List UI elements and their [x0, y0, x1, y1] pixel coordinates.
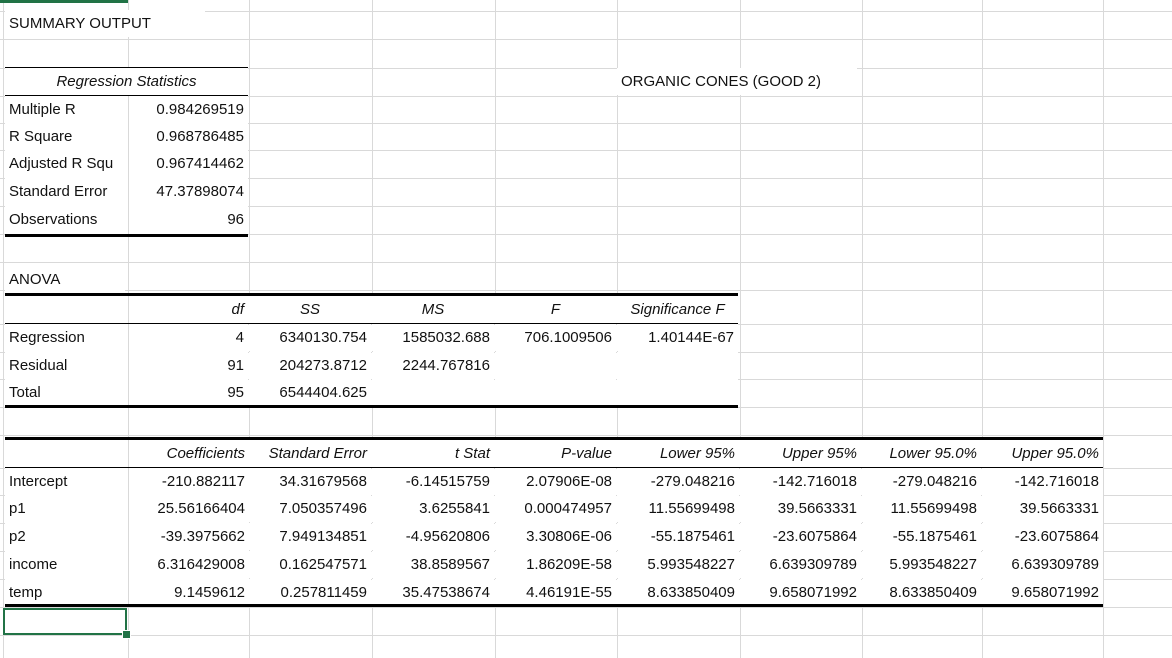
coefficients-cell[interactable]: -142.716018 [740, 468, 861, 495]
coefficients-cell[interactable]: 11.55699498 [862, 495, 981, 522]
row-gridline [0, 290, 1172, 291]
coefficients-column-header[interactable]: P-value [495, 440, 616, 467]
coefficients-cell[interactable]: 4.46191E-55 [495, 579, 616, 606]
coefficients-cell[interactable]: 9.658071992 [982, 579, 1103, 606]
coefficients-cell[interactable]: 1.86209E-58 [495, 551, 616, 578]
fill-handle[interactable] [122, 630, 131, 639]
row-gridline [0, 607, 1172, 608]
anova-cell[interactable]: 1.40144E-67 [617, 324, 738, 351]
coefficients-cell[interactable]: 7.050357496 [249, 495, 371, 522]
column-gridline [1103, 0, 1104, 658]
anova-column-header[interactable]: F [495, 296, 616, 323]
coefficients-cell[interactable]: -279.048216 [862, 468, 981, 495]
coefficients-cell[interactable]: 3.6255841 [372, 495, 494, 522]
anova-cell[interactable]: 95 [129, 379, 248, 406]
anova-row-label[interactable]: Total [5, 379, 128, 406]
regression-stat-value[interactable]: 0.968786485 [129, 123, 248, 150]
regression-stats-bottom-rule [5, 234, 248, 237]
coefficients-cell[interactable]: 9.658071992 [740, 579, 861, 606]
coefficients-cell[interactable]: -142.716018 [982, 468, 1103, 495]
coefficients-cell[interactable]: -23.6075864 [982, 523, 1103, 550]
coefficients-column-header[interactable]: Coefficients [129, 440, 249, 467]
coefficients-cell[interactable]: 7.949134851 [249, 523, 371, 550]
coefficients-cell[interactable]: -6.14515759 [372, 468, 494, 495]
anova-cell[interactable] [495, 379, 616, 406]
anova-header-rule [5, 323, 738, 324]
row-gridline [0, 435, 1172, 436]
anova-column-header[interactable]: df [129, 296, 248, 323]
coefficients-cell[interactable]: -279.048216 [617, 468, 739, 495]
anova-cell[interactable]: 204273.8712 [249, 352, 371, 379]
coefficients-cell[interactable]: 0.000474957 [495, 495, 616, 522]
anova-cell[interactable]: 6544404.625 [249, 379, 371, 406]
coefficients-row-label[interactable]: p2 [5, 523, 128, 550]
anova-cell[interactable]: 6340130.754 [249, 324, 371, 351]
coefficients-column-header[interactable]: Lower 95% [617, 440, 739, 467]
anova-cell[interactable]: 91 [129, 352, 248, 379]
coefficients-cell[interactable]: 8.633850409 [862, 579, 981, 606]
coefficients-cell[interactable]: 2.07906E-08 [495, 468, 616, 495]
coefficients-row-label[interactable]: income [5, 551, 128, 578]
coefficients-cell[interactable]: 8.633850409 [617, 579, 739, 606]
anova-cell[interactable]: 706.1009506 [495, 324, 616, 351]
regression-stat-value[interactable]: 0.984269519 [129, 96, 248, 123]
coefficients-cell[interactable]: 39.5663331 [740, 495, 861, 522]
row-gridline [0, 635, 1172, 636]
coefficients-row-label[interactable]: Intercept [5, 468, 128, 495]
regression-stat-label[interactable]: R Square [5, 123, 128, 150]
coefficients-column-header[interactable]: t Stat [372, 440, 494, 467]
coefficients-header-rule [5, 467, 1103, 468]
row-gridline [0, 39, 1172, 40]
coefficients-cell[interactable]: 35.47538674 [372, 579, 494, 606]
anova-column-header[interactable]: SS [249, 296, 371, 323]
coefficients-cell[interactable]: -4.95620806 [372, 523, 494, 550]
coefficients-cell[interactable]: 11.55699498 [617, 495, 739, 522]
coefficients-cell[interactable]: -39.3975662 [129, 523, 249, 550]
coefficients-cell[interactable]: -55.1875461 [617, 523, 739, 550]
coefficients-cell[interactable]: 6.639309789 [740, 551, 861, 578]
regression-stat-value[interactable]: 96 [129, 206, 248, 233]
regression-stat-label[interactable]: Standard Error [5, 178, 128, 205]
row-gridline [0, 262, 1172, 263]
coefficients-cell[interactable]: 5.993548227 [862, 551, 981, 578]
summary-output-title[interactable]: SUMMARY OUTPUT [5, 10, 205, 37]
anova-row-label[interactable]: Residual [5, 352, 128, 379]
selected-cell[interactable] [3, 608, 127, 635]
regression-stat-label[interactable]: Multiple R [5, 96, 128, 123]
coefficients-cell[interactable]: 3.30806E-06 [495, 523, 616, 550]
regression-stat-label[interactable]: Adjusted R Squ [5, 150, 128, 177]
coefficients-column-header[interactable]: Upper 95% [740, 440, 861, 467]
active-cell-column-accent [0, 0, 128, 3]
anova-column-header[interactable]: Significance F [617, 296, 738, 323]
column-gridline [3, 0, 4, 658]
coefficients-bottom-rule [5, 604, 1103, 607]
coefficients-row-label[interactable]: temp [5, 579, 128, 606]
anova-cell[interactable]: 1585032.688 [372, 324, 494, 351]
anova-cell[interactable]: 4 [129, 324, 248, 351]
regression-stats-header[interactable]: Regression Statistics [5, 68, 248, 95]
coefficients-row-label[interactable]: p1 [5, 495, 128, 522]
coefficients-cell[interactable]: 34.31679568 [249, 468, 371, 495]
coefficients-cell[interactable]: 0.162547571 [249, 551, 371, 578]
anova-cell[interactable] [372, 379, 494, 406]
anova-title[interactable]: ANOVA [5, 266, 125, 293]
anova-cell[interactable] [617, 352, 738, 379]
coefficients-cell[interactable]: -23.6075864 [740, 523, 861, 550]
regression-stat-value[interactable]: 47.37898074 [129, 178, 248, 205]
coefficients-column-header[interactable]: Upper 95.0% [982, 440, 1103, 467]
coefficients-column-header[interactable]: Standard Error [249, 440, 371, 467]
regression-stat-value[interactable]: 0.967414462 [129, 150, 248, 177]
coefficients-cell[interactable]: -210.882117 [129, 468, 249, 495]
coefficients-column-header[interactable]: Lower 95.0% [862, 440, 981, 467]
anova-column-header[interactable]: MS [372, 296, 494, 323]
coefficients-cell[interactable]: 9.1459612 [129, 579, 249, 606]
coefficients-cell[interactable]: 6.639309789 [982, 551, 1103, 578]
anova-cell[interactable] [495, 352, 616, 379]
coefficients-cell[interactable]: 6.316429008 [129, 551, 249, 578]
anova-row-label[interactable]: Regression [5, 324, 128, 351]
coefficients-cell[interactable]: 25.56166404 [129, 495, 249, 522]
coefficients-cell[interactable]: 39.5663331 [982, 495, 1103, 522]
coefficients-cell[interactable]: 5.993548227 [617, 551, 739, 578]
anova-cell[interactable]: 2244.767816 [372, 352, 494, 379]
regression-stat-label[interactable]: Observations [5, 206, 128, 233]
coefficients-cell[interactable]: 38.8589567 [372, 551, 494, 578]
anova-bottom-rule [5, 405, 738, 408]
organic-cones-note[interactable]: ORGANIC CONES (GOOD 2) [617, 68, 857, 95]
coefficients-cell[interactable]: 0.257811459 [249, 579, 371, 606]
coefficients-cell[interactable]: -55.1875461 [862, 523, 981, 550]
anova-cell[interactable] [617, 379, 738, 406]
